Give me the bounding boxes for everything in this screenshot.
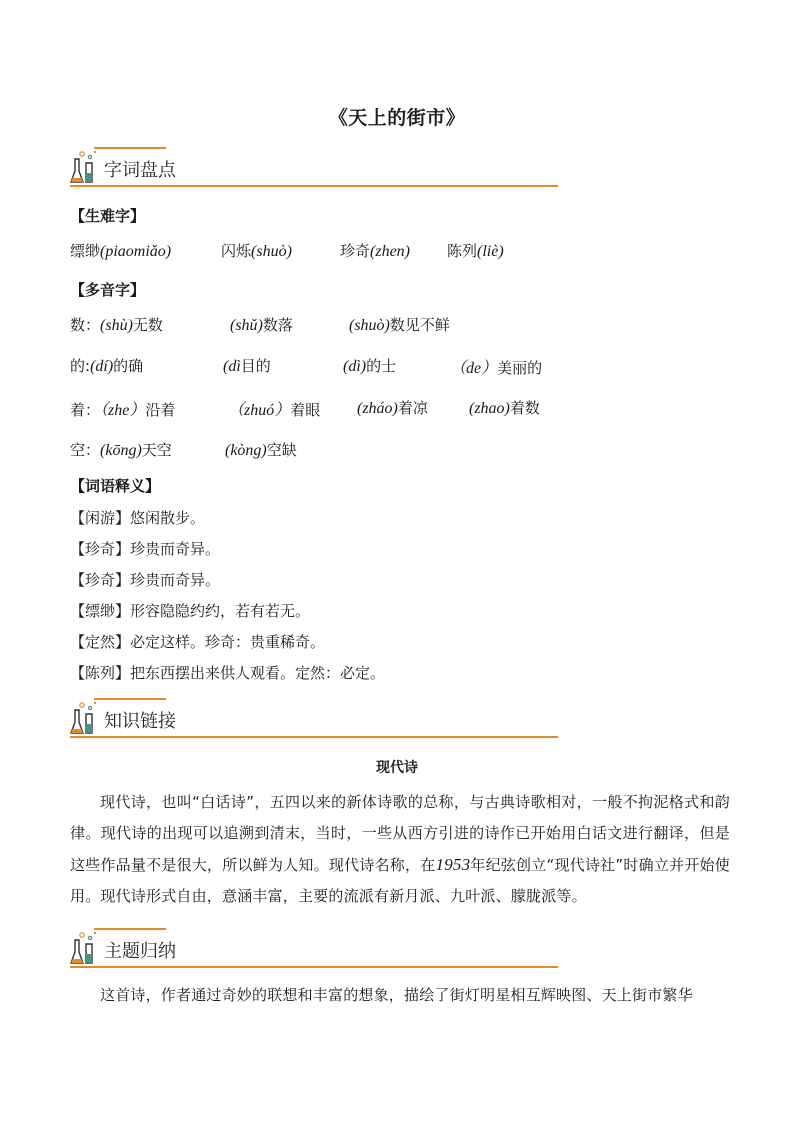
hard-pinyin: (liè) (477, 243, 504, 260)
hard-pinyin: (shuò) (251, 243, 292, 260)
page-title: 《天上的街市》 (328, 107, 466, 129)
pinyin: （zhe） (100, 402, 146, 419)
pinyin: (kōng) (100, 442, 142, 459)
hard-pinyin: (zhen) (370, 243, 410, 260)
section-rule (70, 185, 558, 187)
hard-pinyin: (piaomiǎo) (100, 243, 172, 260)
section-header-vocab (70, 147, 558, 187)
polyphone-char: 的: (70, 357, 91, 375)
explain-item: 【陈列】把东西摆出来供人观看。定然：必定。 (70, 664, 386, 682)
pinyin: (dì) (343, 358, 367, 375)
hard-chars-row (70, 240, 550, 264)
word: 目的 (240, 357, 271, 375)
pinyin: (dí) (90, 358, 114, 375)
pinyin: （de） (450, 360, 498, 377)
polyphone-heading: 【多音字】 (70, 281, 146, 299)
hard-word: 陈列 (447, 242, 478, 260)
explain-item: 【缥缈】形容隐隐约约，若有若无。 (70, 602, 311, 620)
pinyin: （zhuó） (228, 402, 291, 419)
pinyin: (shù) (100, 317, 133, 334)
explain-item: 【珍奇】珍贵而奇异。 (70, 571, 221, 589)
knowledge-paragraph (70, 787, 730, 912)
header-top-line (94, 698, 166, 700)
word: 无数 (132, 316, 163, 334)
section-title-knowledge: 知识链接 (104, 711, 176, 732)
polyphone-char: 着： (70, 401, 101, 419)
section-header-knowledge (70, 698, 558, 738)
word: 数见不鲜 (389, 316, 450, 334)
theme-paragraph: 这首诗，作者通过奇妙的联想和丰富的想象，描绘了街灯明星相互辉映图、天上街市繁华 (100, 986, 693, 1004)
section-title-vocab: 字词盘点 (104, 160, 176, 181)
pinyin: (kòng) (225, 442, 267, 459)
polyphone-row-shu (70, 314, 550, 338)
pinyin: (zhao) (469, 400, 510, 417)
flask-icon (70, 149, 100, 185)
word: 着数 (509, 399, 540, 417)
polyphone-char: 空： (70, 441, 101, 459)
knowledge-heading: 现代诗 (376, 760, 418, 776)
word: 的士 (366, 357, 397, 375)
year-text: 1953 (435, 855, 471, 874)
header-top-line (94, 928, 166, 930)
explain-item: 【珍奇】珍贵而奇异。 (70, 540, 221, 558)
explain-item: 【闲游】悠闲散步。 (70, 509, 206, 527)
polyphone-char: 数： (70, 316, 101, 334)
polyphone-row-zhe (70, 397, 558, 421)
polyphone-row-de (70, 355, 558, 379)
word: 着眼 (290, 401, 321, 419)
section-rule (70, 966, 558, 968)
pinyin: (dì (223, 358, 241, 375)
explain-item: 【定然】必定这样。珍奇：贵重稀奇。 (70, 633, 326, 651)
word: 数落 (262, 316, 293, 334)
word: 沿着 (145, 401, 176, 419)
polyphone-row-kong (70, 439, 550, 463)
word: 的确 (113, 357, 144, 375)
pinyin: (zháo) (357, 400, 398, 417)
section-header-theme (70, 928, 558, 968)
word: 着凉 (397, 399, 428, 417)
paragraph-text: 年纪弦创立“现代诗社”时确立并开始使用。现代诗形式自由，意涵丰富，主要的流派有新月派、九叶派、朦胧派等。 (70, 856, 730, 905)
word: 空缺 (266, 441, 297, 459)
hard-chars-heading: 【生难字】 (70, 207, 146, 225)
pinyin: (shǔ) (230, 317, 263, 334)
hard-word: 缥缈 (70, 242, 101, 260)
word: 美丽的 (497, 359, 543, 377)
paragraph-text: 现代诗，也叫“白话诗”，五四以来的新体诗歌的总称，与古典诗歌相对，一般不拘泥格式和韵律。现代诗的出现可以追溯到清末，当时，一些从西方引进的诗作已开始用白话文进行翻译，但是这些作品量不是很大，所以鲜为人知。现代诗名称，在 (70, 793, 730, 874)
flask-icon (70, 700, 100, 736)
section-rule (70, 736, 558, 738)
section-title-theme: 主题归纳 (104, 941, 176, 962)
header-top-line (94, 147, 166, 149)
explain-heading: 【词语释义】 (70, 477, 161, 495)
word: 天空 (141, 441, 172, 459)
hard-word: 珍奇 (340, 242, 371, 260)
flask-icon (70, 930, 100, 966)
pinyin: (shuò) (349, 317, 390, 334)
hard-word: 闪烁 (221, 242, 252, 260)
